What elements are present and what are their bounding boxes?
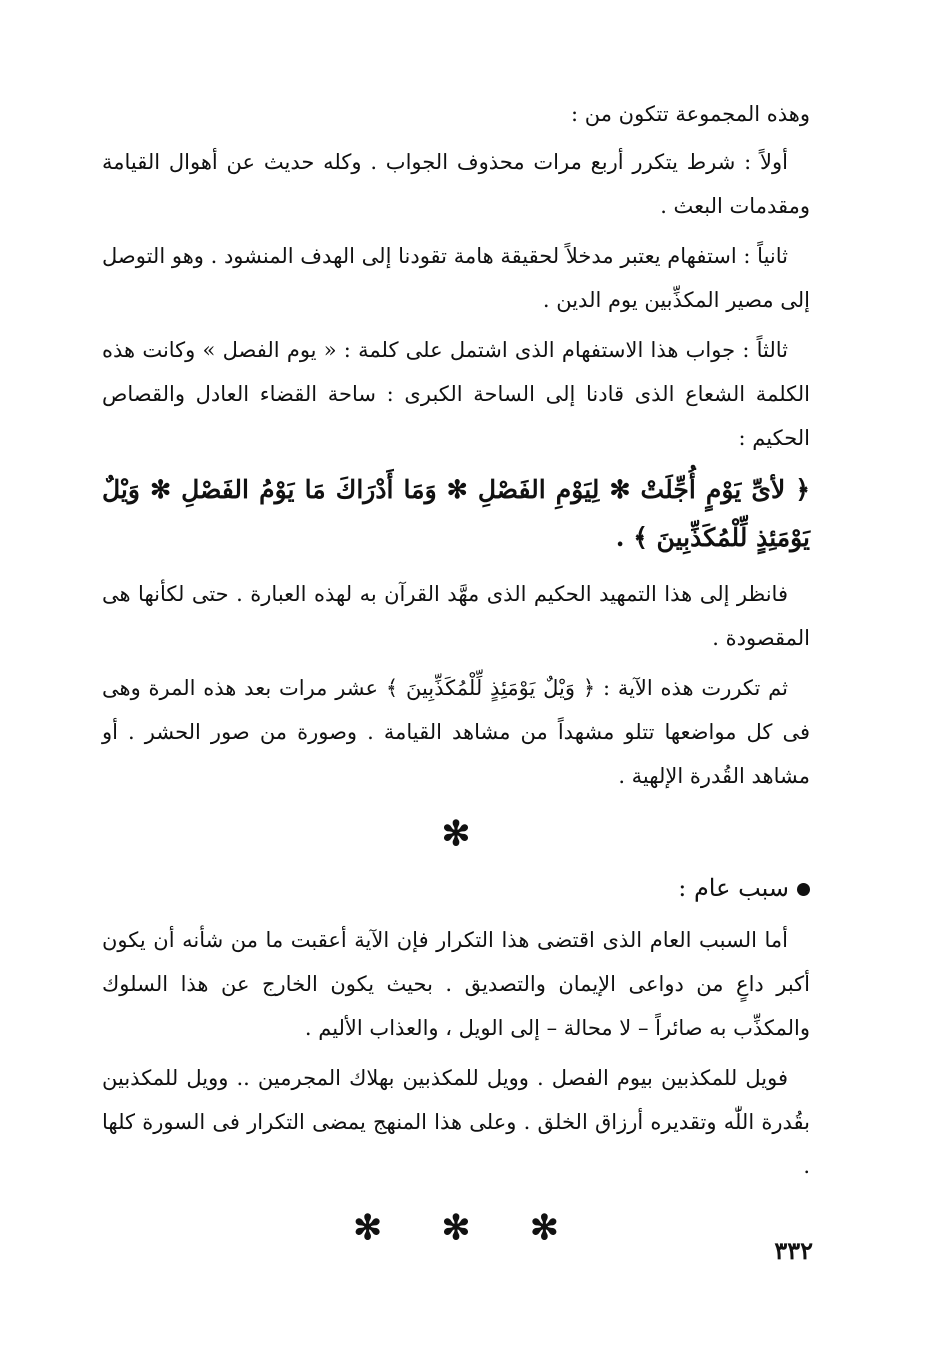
point-second: ثانياً : استفهام يعتبر مدخلاً لحقيقة هامة تقودنا إلى الهدف المنشود . وهو التوصل إلى مصير المكذِّبين يوم الدين . [102,244,810,312]
point-third: ثالثاً : جواب هذا الاستفهام الذى اشتمل على كلمة : « يوم الفصل » وكانت هذه الكلمة الشعاع الذى قادنا إلى الساحة الكبرى : ساحة القضاء العادل والقصاص الحكيم : [102,338,810,450]
page-number: ٣٣٢ [774,1236,813,1265]
paragraph-repeat: ثم تكررت هذه الآية : ﴿ وَيْلٌ يَوْمَئِذٍ لِّلْمُكَذِّبِينَ ﴾ عشر مرات بعد هذه المرة وهى فى كل مواضعها تتلو مشهداً من مشاهد القيامة . وصورة من صور الحشر . أو مشاهد القُدرة الإلهية . [102,676,810,788]
paragraph-look: فانظر إلى هذا التمهيد الحكيم الذى مهَّد القرآن به لهذه العبارة . حتى لكأنها هى المقصودة . [102,582,810,650]
quran-verse: ﴿ لأىِّ يَوْمٍ أُجِّلَتْ ✻ لِيَوْمِ الفَصْلِ ✻ وَمَا أَدْرَاكَ مَا يَوْمُ الفَصْلِ ✻ وَيْلٌ يَوْمَئِذٍ لِّلْمُكَذِّبِينَ ﴾ . [102,475,810,552]
intro-line: وهذه المجموعة تتكون من : [570,102,810,126]
separator-stars: ✻ ✻ ✻ [353,1208,559,1248]
section-heading [102,866,810,910]
separator-star: ✻ [441,814,471,854]
section-heading-text: سبب عام : [678,874,789,902]
bullet-icon [797,883,810,896]
point-first: أولاً : شرط يتكرر أربع مرات محذوف الجواب . وكله حديث عن أهوال القيامة ومقدمات البعث . [102,150,810,218]
paragraph-reason: أما السبب العام الذى اقتضى هذا التكرار فإن الآية أعقبت ما من شأنه أن يكون أكبر داعٍ من دواعى الإيمان والتصديق . بحيث يكون الخارج عن هذا السلوك والمكذِّب به صائراً – لا محالة – إلى الويل ، والعذاب الأليم . [102,928,810,1040]
paragraph-woe: فويل للمكذبين بيوم الفصل . وويل للمكذبين بهلاك المجرمين .. وويل للمكذبين بقُدرة اللّٰه وتقديره أرزاق الخلق . وعلى هذا المنهج يمضى التكرار فى السورة كلها . [102,1066,810,1178]
page-body [102,92,810,1248]
